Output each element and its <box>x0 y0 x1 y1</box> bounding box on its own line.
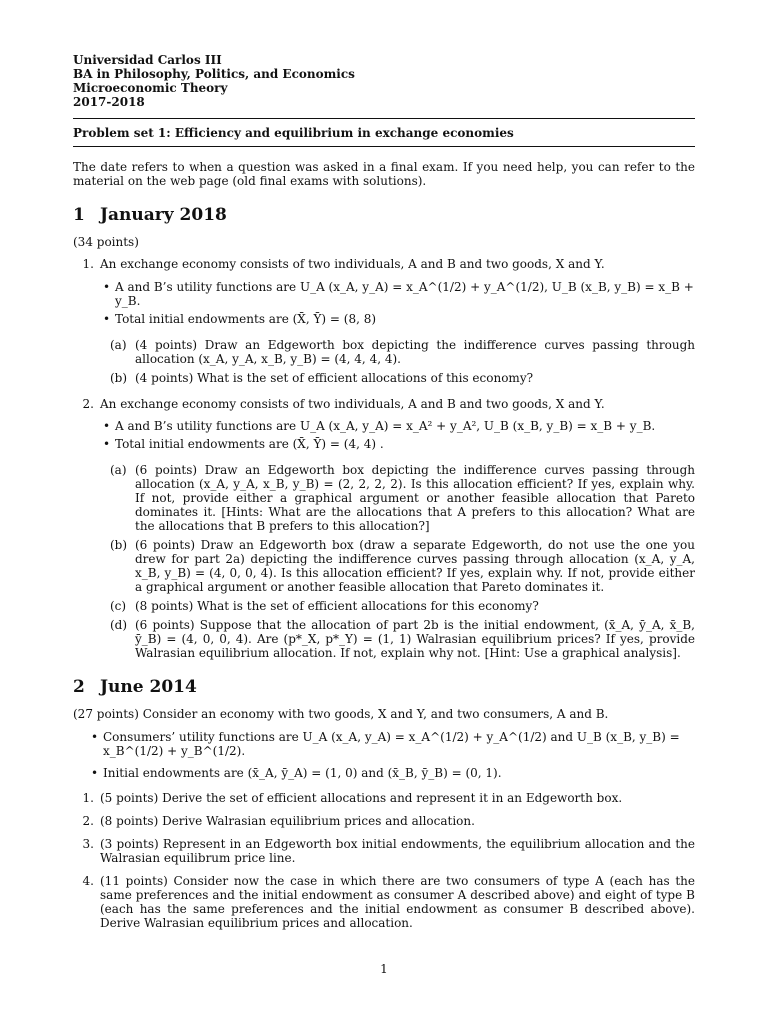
document-header <box>73 53 695 109</box>
list-item: • A and B’s utility functions are U_A (x_A, y_A) = x_A² + y_A², U_B (x_B, y_B) = x_B + y_B. <box>103 419 656 433</box>
section-number: 1 <box>73 205 85 225</box>
problem-1-parts <box>110 338 695 385</box>
list-item: • Total initial endowments are (X̄, Ȳ) = (4, 4) . <box>103 437 384 451</box>
problem-1-bullets <box>103 280 695 326</box>
top-rule <box>73 118 695 119</box>
problem-text: An exchange economy consists of two individuals, A and B and two goods, X and Y. <box>100 257 605 271</box>
problem-1: 1. (5 points) Derive the set of efficient allocations and represent it in an Edgeworth box. <box>82 791 623 805</box>
bottom-rule <box>73 146 695 147</box>
problem-1 <box>78 257 695 271</box>
university-name: Universidad Carlos III <box>73 53 222 67</box>
part-a: (a) (4 points) Draw an Edgeworth box depicting the indifference curves passing through allocation (x_A, y_A, x_B, y_B) = (4, 4, 4, 4). <box>110 338 695 366</box>
section-1 <box>73 205 695 660</box>
section-points: (34 points) <box>73 235 139 249</box>
intro-paragraph: The date refers to when a question was asked in a final exam. If you need help, you can refer to the material on the web page (old final exams with solutions). <box>73 160 695 188</box>
document-page <box>73 53 695 930</box>
problem-number: 1. <box>82 257 94 271</box>
section-2 <box>73 677 695 930</box>
list-item: • Consumers’ utility functions are U_A (x_A, y_A) = x_A^(1/2) + y_A^(1/2) and U_B (x_B, y_B) = x_B^(1/2) + y_B^(1/2). <box>91 730 680 758</box>
part-b: (b) (6 points) Draw an Edgeworth box (draw a separate Edgeworth, do not use the one you drew for part 2a) depicting the indifference curves passing through allocation (x_A, y_A, x_B, y_B) = (4, 0, 0, 4). Is this allocation efficient? If yes, explain why. If not, provide either a graphical argument or another feasible allocation that Pareto dominates it. <box>110 538 695 594</box>
list-item: • Total initial endowments are (X̄, Ȳ) = (8, 8) <box>103 312 377 326</box>
course-name: Microeconomic Theory <box>73 81 228 95</box>
section-heading <box>73 677 695 697</box>
problem-2-bullets <box>103 419 695 451</box>
program-name: BA in Philosophy, Politics, and Economics <box>73 67 355 81</box>
problem-4: 4. (11 points) Consider now the case in which there are two consumers of type A (each has the same preferences and the initial endowment as consumer A described above) and eight of type B (each has the same preferences and the initial endowment as consumer B described above). Derive Walrasian equilibrium prices and allocation. <box>82 874 695 930</box>
section-heading <box>73 205 695 225</box>
problem-text: An exchange economy consists of two individuals, A and B and two goods, X and Y. <box>100 397 605 411</box>
part-a: (a) (6 points) Draw an Edgeworth box depicting the indifference curves passing through allocation (x_A, y_A, x_B, y_B) = (2, 2, 2, 2). Is this allocation efficient? If yes, explain why. If not, provide either a graphical argument or another feasible allocation that Pareto dominates it. [Hints: What are the allocations that A prefers to this allocation? What are the allocations that B prefers to this allocation?] <box>110 463 695 533</box>
list-item: • A and B’s utility functions are U_A (x_A, y_A) = x_A^(1/2) + y_A^(1/2), U_B (x_B, y_B) = x_B + y_B. <box>103 280 694 308</box>
section-title: January 2018 <box>100 205 227 225</box>
section-number: 2 <box>73 677 85 697</box>
problem-2: 2. (8 points) Derive Walrasian equilibrium prices and allocation. <box>82 814 475 828</box>
section-2-bullets <box>91 730 695 780</box>
part-d: (d) (6 points) Suppose that the allocation of part 2b is the initial endowment, (x̄_A, ȳ_A, x̄_B, ȳ_B) = (4, 0, 0, 4). Are (p*_X, p*_Y) = (1, 1) Walrasian equilibrium prices? If yes, provide Walrasian equilibrium allocation. If not, explain why not. [Hint: Use a graphical analysis]. <box>110 618 695 660</box>
problem-set-title: Problem set 1: Efficiency and equilibrium in exchange economies <box>73 126 514 140</box>
part-c: (c) (8 points) What is the set of efficient allocations for this economy? <box>110 599 539 613</box>
academic-year: 2017-2018 <box>73 95 145 109</box>
section-intro: (27 points) Consider an economy with two goods, X and Y, and two consumers, A and B. <box>73 707 609 721</box>
problem-2-parts <box>110 463 695 660</box>
part-b: (b) (4 points) What is the set of efficient allocations of this economy? <box>110 371 534 385</box>
page-number: 1 <box>380 962 388 976</box>
problem-3: 3. (3 points) Represent in an Edgeworth box initial endowments, the equilibrium allocation and the Walrasian equilibrum price line. <box>82 837 695 865</box>
list-item: • Initial endowments are (x̄_A, ȳ_A) = (1, 0) and (x̄_B, ȳ_B) = (0, 1). <box>91 766 502 780</box>
problem-number: 2. <box>82 397 94 411</box>
section-title: June 2014 <box>100 677 197 697</box>
problem-2 <box>78 397 695 411</box>
